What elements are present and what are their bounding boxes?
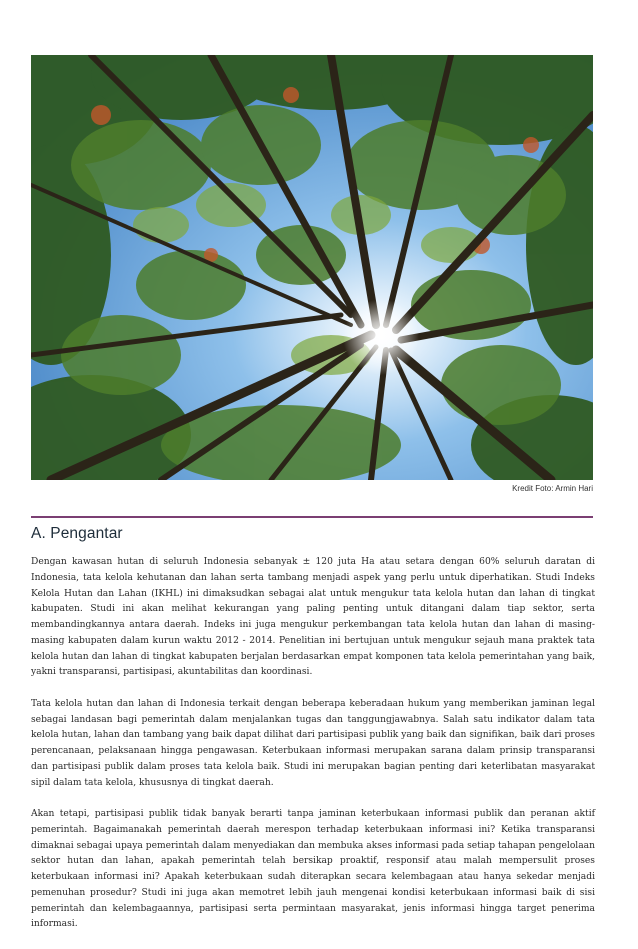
paragraph: Tata kelola hutan dan lahan di Indonesia terkait dengan beberapa keberadaan hukum yang memberikan jaminan legal sebagai landasan bagi pemerintah dalam menjalankan tugas dan tanggungjawabnya. Salah satu indikator dalam tata kelola hutan, lahan dan tambang yang baik dapat dilihat dari partisipasi publik yang baik dan signifikan, baik dari proses perencanaan, pelaksanaan hingga pengawasan. Keterbukaan informasi merupakan sarana dalam prinsip transparansi dan partisipasi publik dalam proses tata kelola baik. Studi ini merupakan bagian penting dari keterlibatan masyarakat sipil dalam tata kelola, khususnya di tingkat daerah. [31, 698, 595, 788]
photo-credit: Kredit Foto: Armin Hari [512, 484, 593, 493]
forest-canopy-photo [31, 55, 593, 480]
section-body [31, 555, 595, 949]
paragraph: Dengan kawasan hutan di seluruh Indonesia sebanyak ± 120 juta Ha atau setara dengan 60% seluruh daratan di Indonesia, tata kelola kehutanan dan lahan serta tambang menjadi aspek yang perlu untuk diperhatikan. Studi Indeks Kelola Hutan dan Lahan (IKHL) ini dimaksudkan sebagai alat untuk mengukur tata kelola hutan dan lahan di tingkat kabupaten. Studi ini akan melihat kekurangan yang paling penting untuk ditangani dalam tiap sektor, serta membandingkannya antara daerah. Indeks ini juga mengukur perkembangan tata kelola hutan dan lahan di masing-masing kabupaten dalam kurun waktu 2012 - 2014. Penelitian ini bertujuan untuk mengukur sejauh mana praktek tata kelola hutan dan lahan di tingkat kabupaten berjalan berdasarkan empat komponen tata kelola pemerintahan yang baik, yakni transparansi, partisipasi, akuntabilitas dan koordinasi. [31, 557, 595, 678]
paragraph: Akan tetapi, partisipasi publik tidak banyak berarti tanpa jaminan keterbukaan informasi publik dan peranan aktif pemerintah. Bagaimanakah pemerintah daerah merespon terhadap keterbukaan informasi ini? Ketika transparansi dimaknai sebagai upaya pemerintah dalam menyediakan dan membuka akses informasi pada setiap tahapan pengelolaan sektor hutan dan lahan, apakah pemerintah telah bersikap proaktif, responsif atau malah mempersulit proses keterbukaan informasi ini? Apakah keterbukaan sudah diterapkan secara kelembagaan atau hanya sekedar menjadi pemenuhan prosedur? Studi ini juga akan memotret lebih jauh mengenai kondisi keterbukaan informasi baik di sisi pemerintah dan kelembagaannya, partisipasi serta permintaan masyarakat, jenis informasi hingga target penerima informasi. [31, 809, 595, 930]
section-divider [31, 516, 593, 518]
forest-canopy-illustration [31, 55, 593, 480]
section-heading: A. Pengantar [31, 525, 123, 542]
